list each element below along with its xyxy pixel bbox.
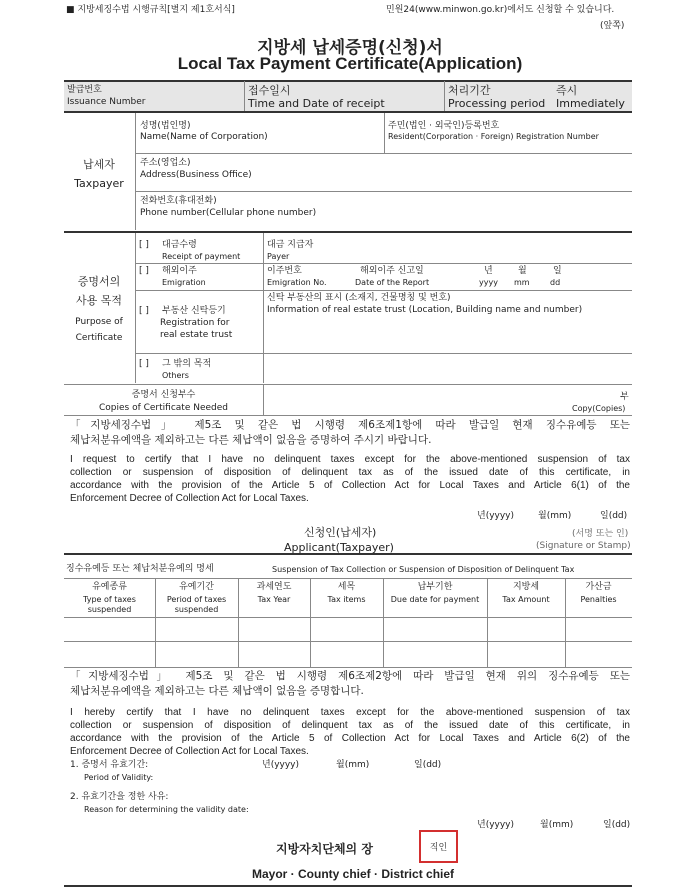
emigration-en: Emigration bbox=[162, 278, 206, 287]
seal-label: 직인 bbox=[429, 843, 448, 853]
certify-year: 년(yyyy) bbox=[477, 820, 515, 830]
name-en: Name(Name of Corporation) bbox=[140, 132, 268, 142]
name-ko: 성명(법인명) bbox=[140, 121, 191, 131]
certify-month: 월(mm) bbox=[540, 820, 574, 830]
immediately-ko: 즉시 bbox=[556, 84, 578, 97]
applicant-ko: 신청인(납세자) bbox=[304, 526, 377, 539]
issuance-en: Issuance Number bbox=[67, 97, 146, 107]
phone-en: Phone number(Cellular phone number) bbox=[140, 208, 317, 218]
title-english: Local Tax Payment Certificate(Application) bbox=[177, 54, 523, 73]
emig-no-ko: 이주번호 bbox=[267, 266, 302, 276]
immediately-en: Immediately bbox=[556, 97, 625, 110]
emigration-ko: 해외이주 bbox=[162, 266, 197, 276]
issuance-ko: 발급번호 bbox=[67, 85, 102, 95]
suspension-col-header-ko: 지방세 bbox=[512, 582, 540, 592]
emig-date-en: Date of the Report bbox=[355, 278, 430, 287]
address-ko: 주소(영업소) bbox=[140, 158, 191, 168]
other-ko: 그 밖의 목적 bbox=[162, 359, 212, 369]
emig-year-en: yyyy bbox=[479, 278, 498, 287]
certify-day: 일(dd) bbox=[603, 820, 631, 830]
emig-date-ko: 해외이주 신고일 bbox=[360, 266, 424, 276]
emig-month-ko: 월 bbox=[518, 266, 527, 276]
suspension-col-header-en: Tax items bbox=[327, 595, 366, 604]
copies-en: Copies of Certificate Needed bbox=[98, 403, 228, 413]
suspension-heading-ko: 징수유예등 또는 체납처분유예의 명세 bbox=[66, 564, 214, 574]
resident-en: Resident(Corporation · Foreign) Registration Number bbox=[388, 132, 599, 141]
suspension-col-header-en: Tax Year bbox=[257, 595, 291, 604]
processing-ko: 처리기간 bbox=[448, 84, 491, 97]
official-seal bbox=[419, 830, 458, 863]
emig-year-ko: 년 bbox=[484, 266, 493, 276]
form-reference: ■ 지방세징수법 시행규칙[별지 제1호서식] bbox=[66, 5, 235, 15]
trust-ko: 부동산 신탁등기 bbox=[162, 306, 226, 316]
chief-ko: 지방자치단체의 장 bbox=[276, 842, 373, 856]
trust-info-ko: 신탁 부동산의 표시 (소재지, 건물명칭 및 번호) bbox=[267, 293, 451, 303]
suspension-col-header-ko: 유예기간 bbox=[179, 582, 214, 592]
sign-en: (Signature or Stamp) bbox=[536, 541, 631, 551]
suspension-col-header-ko: 유예종류 bbox=[92, 582, 127, 592]
suspension-col-header-en: Due date for payment bbox=[390, 595, 480, 604]
request-en-line3: accordance with the provision of the Article 5 of Collection Act for Local Taxes and Article 6(1) of the bbox=[70, 480, 630, 491]
request-month: 월(mm) bbox=[538, 511, 572, 521]
trust-en1: Registration for bbox=[160, 318, 230, 328]
emig-month-en: mm bbox=[514, 278, 530, 287]
copies-unit-ko: 부 bbox=[620, 392, 629, 402]
processing-en: Processing period bbox=[448, 97, 546, 110]
trust-en2: real estate trust bbox=[160, 330, 233, 340]
online-note: 민원24(www.minwon.go.kr)에서도 신청할 수 있습니다. bbox=[386, 5, 615, 15]
request-year: 년(yyyy) bbox=[477, 511, 515, 521]
checkbox-receipt[interactable]: [ ] bbox=[139, 240, 149, 250]
receipt-en: Time and Date of receipt bbox=[248, 97, 385, 110]
reason-ko: 2. 유효기간을 정한 사유: bbox=[70, 792, 169, 802]
certify-en-line1: I hereby certify that I have no delinquent taxes except for the above-mentioned suspension of tax bbox=[70, 707, 630, 718]
suspension-col-header-ko: 납부기한 bbox=[417, 582, 453, 592]
request-ko-line1: 「지방세징수법」 제5조 및 같은 법 시행령 제6조제1항에 따라 발급일 현재 징수유예등 또는 bbox=[70, 419, 630, 431]
suspension-col-header-en: Tax Amount bbox=[502, 595, 550, 604]
emig-day-en: dd bbox=[550, 278, 561, 287]
certify-en-line3: accordance with the provision of the Article 5 of Collection Act for Local Taxes and Article 6(2) of the bbox=[70, 733, 630, 744]
chief-en: Mayor · County chief · District chief bbox=[252, 867, 455, 881]
payer-en: Payer bbox=[267, 252, 290, 261]
request-en-line2: collection or suspension of disposition of delinquent tax as of the issued date of this certificate, in bbox=[70, 467, 630, 478]
suspension-heading-en: Suspension of Tax Collection or Suspension of Disposition of Delinquent Tax bbox=[272, 565, 575, 574]
suspension-col-header-ko: 세목 bbox=[337, 582, 356, 592]
checkbox-trust[interactable]: [ ] bbox=[139, 306, 149, 316]
request-ko-line2: 체납처분유예액을 제외하고는 다른 체납액이 없음을 증명하여 주시기 바랍니다. bbox=[70, 434, 432, 446]
reason-en: Reason for determining the validity date: bbox=[84, 805, 249, 814]
request-en-line4: Enforcement Decree of Collection Act for Local Taxes. bbox=[70, 493, 309, 504]
address-en: Address(Business Office) bbox=[140, 170, 252, 180]
applicant-en: Applicant(Taxpayer) bbox=[284, 541, 394, 554]
validity-day: 일(dd) bbox=[414, 760, 442, 770]
title-korean: 지방세 납세증명(신청)서 bbox=[257, 38, 443, 58]
emig-no-en: Emigration No. bbox=[267, 278, 327, 287]
suspension-col-header-ko: 가산금 bbox=[585, 582, 612, 592]
receipt-en: Receipt of payment bbox=[162, 252, 241, 261]
validity-year: 년(yyyy) bbox=[262, 760, 300, 770]
resident-ko: 주민(법인 · 외국인)등록번호 bbox=[388, 121, 500, 131]
suspension-col-header-en: Period of taxes suspended bbox=[166, 595, 227, 614]
phone-ko: 전화번호(휴대전화) bbox=[140, 196, 217, 206]
request-en-line1: I request to certify that I have no delinquent taxes except for the above-mentioned suspension of tax bbox=[70, 454, 630, 465]
copies-unit-en: Copy(Copies) bbox=[572, 404, 626, 413]
validity-en: Period of Validity: bbox=[84, 773, 154, 782]
suspension-col-header-en: Type of taxes suspended bbox=[83, 595, 136, 614]
purpose-label-en1: Purpose of bbox=[75, 317, 123, 327]
trust-info-en: Information of real estate trust (Location, Building name and number) bbox=[267, 305, 583, 315]
sign-ko: (서명 또는 인) bbox=[572, 529, 629, 539]
page-side: (앞쪽) bbox=[600, 21, 625, 31]
checkbox-other[interactable]: [ ] bbox=[139, 359, 149, 369]
receipt-ko: 대금수령 bbox=[162, 240, 197, 250]
certify-ko-line1: 「지방세징수법」 제5조 및 같은 법 시행령 제6조제2항에 따라 발급일 현재 위의 징수유예등 또는 bbox=[70, 670, 630, 682]
other-en: Others bbox=[162, 371, 189, 380]
emig-day-ko: 일 bbox=[553, 266, 562, 276]
suspension-col-header-ko: 과세연도 bbox=[256, 582, 292, 592]
purpose-label-ko2: 사용 목적 bbox=[75, 294, 122, 307]
purpose-label-ko1: 증명서의 bbox=[77, 275, 121, 288]
purpose-label-en2: Certificate bbox=[75, 333, 123, 343]
certify-en-line2: collection or suspension of disposition of delinquent tax as of the issued date of this certificate, in bbox=[70, 720, 630, 731]
copies-ko: 증명서 신청부수 bbox=[131, 390, 196, 400]
validity-month: 월(mm) bbox=[336, 760, 370, 770]
certify-en-line4: Enforcement Decree of Collection Act for Local Taxes. bbox=[70, 746, 309, 757]
payer-ko: 대금 지급자 bbox=[267, 240, 314, 250]
suspension-col-header-en: Penalties bbox=[580, 595, 617, 604]
request-day: 일(dd) bbox=[600, 511, 628, 521]
receipt-ko: 접수일시 bbox=[248, 84, 291, 97]
validity-ko: 1. 증명서 유효기간: bbox=[70, 760, 149, 770]
checkbox-emigration[interactable]: [ ] bbox=[139, 266, 149, 276]
taxpayer-label-en: Taxpayer bbox=[74, 177, 124, 190]
taxpayer-label-ko: 납세자 bbox=[83, 158, 115, 171]
certify-ko-line2: 체납처분유예액을 제외하고는 다른 체납액이 없음을 증명합니다. bbox=[70, 685, 364, 697]
